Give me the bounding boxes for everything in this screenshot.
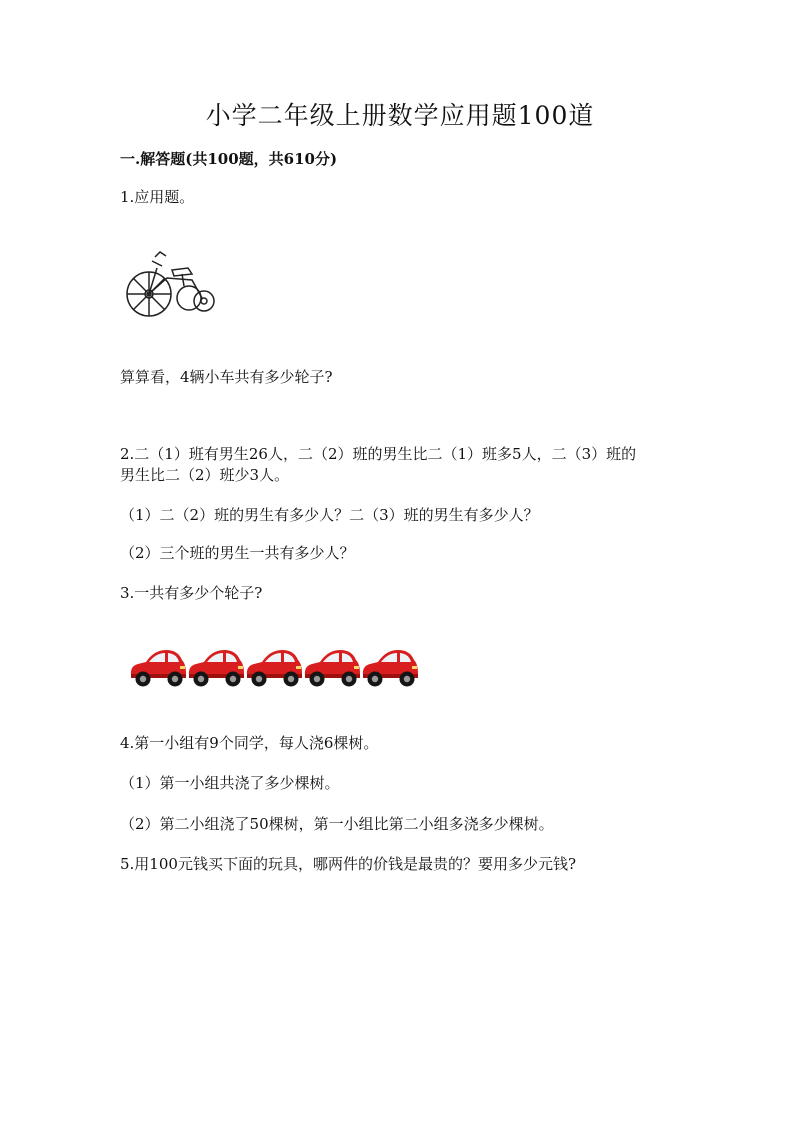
red-car-icon — [302, 644, 362, 688]
q4-label: 4.第一小组有9个同学，每人浇6棵树。 — [120, 734, 379, 752]
tricycle-icon — [122, 246, 216, 322]
q4-sub1: （1）第一小组共浇了多少棵树。 — [120, 774, 340, 792]
page-title: 小学二年级上册数学应用题100道 — [205, 101, 595, 130]
q1-label: 1.应用题。 — [120, 188, 195, 206]
q2-line2: 男生比二（2）班少3人。 — [120, 466, 290, 484]
red-car-icon — [186, 644, 246, 688]
red-car-icon — [244, 644, 304, 688]
q5-label: 5.用100元钱买下面的玩具，哪两件的价钱是最贵的？要用多少元钱? — [120, 855, 576, 873]
q2-line1: 2.二（1）班有男生26人，二（2）班的男生比二（1）班多5人，二（3）班的 — [120, 445, 637, 463]
red-car-icon — [128, 644, 188, 688]
section-heading: 一.解答题(共100题，共610分) — [120, 150, 338, 168]
q2-sub1: （1）二（2）班的男生有多少人？二（3）班的男生有多少人？ — [120, 506, 539, 524]
q3-label: 3.一共有多少个轮子? — [120, 584, 263, 602]
q1-prompt: 算算看，4辆小车共有多少轮子? — [120, 368, 333, 386]
car-row — [128, 644, 424, 688]
q2-sub2: （2）三个班的男生一共有多少人？ — [120, 544, 355, 562]
q4-sub2: （2）第二小组浇了50棵树，第一小组比第二小组多浇多少棵树。 — [120, 815, 554, 833]
red-car-icon — [360, 644, 420, 688]
